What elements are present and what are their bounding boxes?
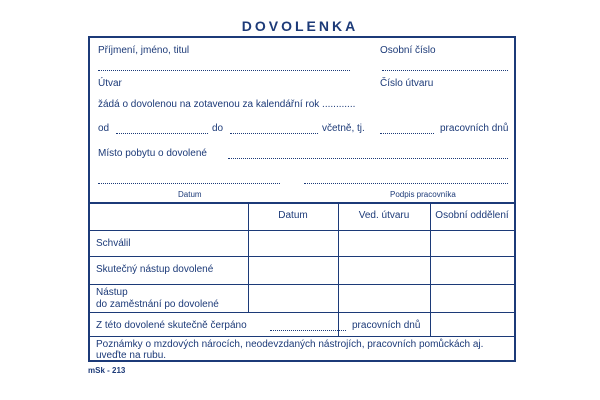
- date-field[interactable]: [98, 183, 280, 184]
- signature-caption: Podpis pracovníka: [390, 190, 456, 199]
- including-label: včetně, tj.: [322, 123, 365, 134]
- from-label: od: [98, 123, 110, 134]
- table-row-divider: [90, 284, 514, 285]
- working-days-label: pracovních dnů: [440, 123, 509, 134]
- row-approved-label: Schválil: [96, 238, 131, 249]
- table-row-divider: [90, 312, 514, 313]
- personal-no-field[interactable]: [382, 70, 508, 71]
- surname-field[interactable]: [98, 70, 350, 71]
- col-header-head: Ved. útvaru: [358, 210, 410, 221]
- date-caption: Datum: [178, 190, 202, 199]
- department-label: Útvar: [98, 78, 122, 89]
- table-header-divider: [90, 230, 514, 231]
- table-top-border: [90, 202, 514, 204]
- form-title: DOVOLENKA: [241, 18, 359, 34]
- table-row-divider: [90, 256, 514, 257]
- drawn-days-field[interactable]: [270, 330, 346, 331]
- personal-no-label: Osobní číslo: [380, 45, 436, 56]
- from-date-field[interactable]: [116, 133, 208, 134]
- table-row-divider: [90, 336, 514, 337]
- department-no-label: Číslo útvaru: [380, 78, 434, 89]
- table-col-divider: [338, 203, 339, 336]
- stay-field[interactable]: [228, 158, 508, 159]
- leave-form: [88, 36, 516, 362]
- notes-text: Poznámky o mzdových nárocích, neodevzdaných nástrojích, pracovních pomůckách aj. uveďte na rubu.: [96, 339, 484, 361]
- days-count-field[interactable]: [380, 133, 434, 134]
- col-header-date: Datum: [278, 210, 308, 221]
- drawn-days-label: pracovních dnů: [352, 320, 421, 331]
- form-code: mSk - 213: [88, 366, 126, 375]
- request-text: žádá o dovolenou na zotavenou za kalendářní rok ............: [98, 99, 356, 110]
- to-date-field[interactable]: [230, 133, 318, 134]
- surname-label: Příjmení, jméno, titul: [98, 45, 190, 56]
- row-return-label: Nástup: [96, 287, 128, 298]
- signature-field[interactable]: [304, 183, 508, 184]
- col-header-personnel: Osobní oddělení: [435, 210, 509, 221]
- table-col-divider: [430, 203, 431, 336]
- stay-label: Místo pobytu o dovolené: [98, 148, 207, 159]
- drawn-label: Z této dovolené skutečně čerpáno: [96, 320, 247, 331]
- row-return-label-2: do zaměstnání po dovolené: [96, 299, 219, 310]
- to-label: do: [212, 123, 224, 134]
- row-actual-start-label: Skutečný nástup dovolené: [96, 264, 214, 275]
